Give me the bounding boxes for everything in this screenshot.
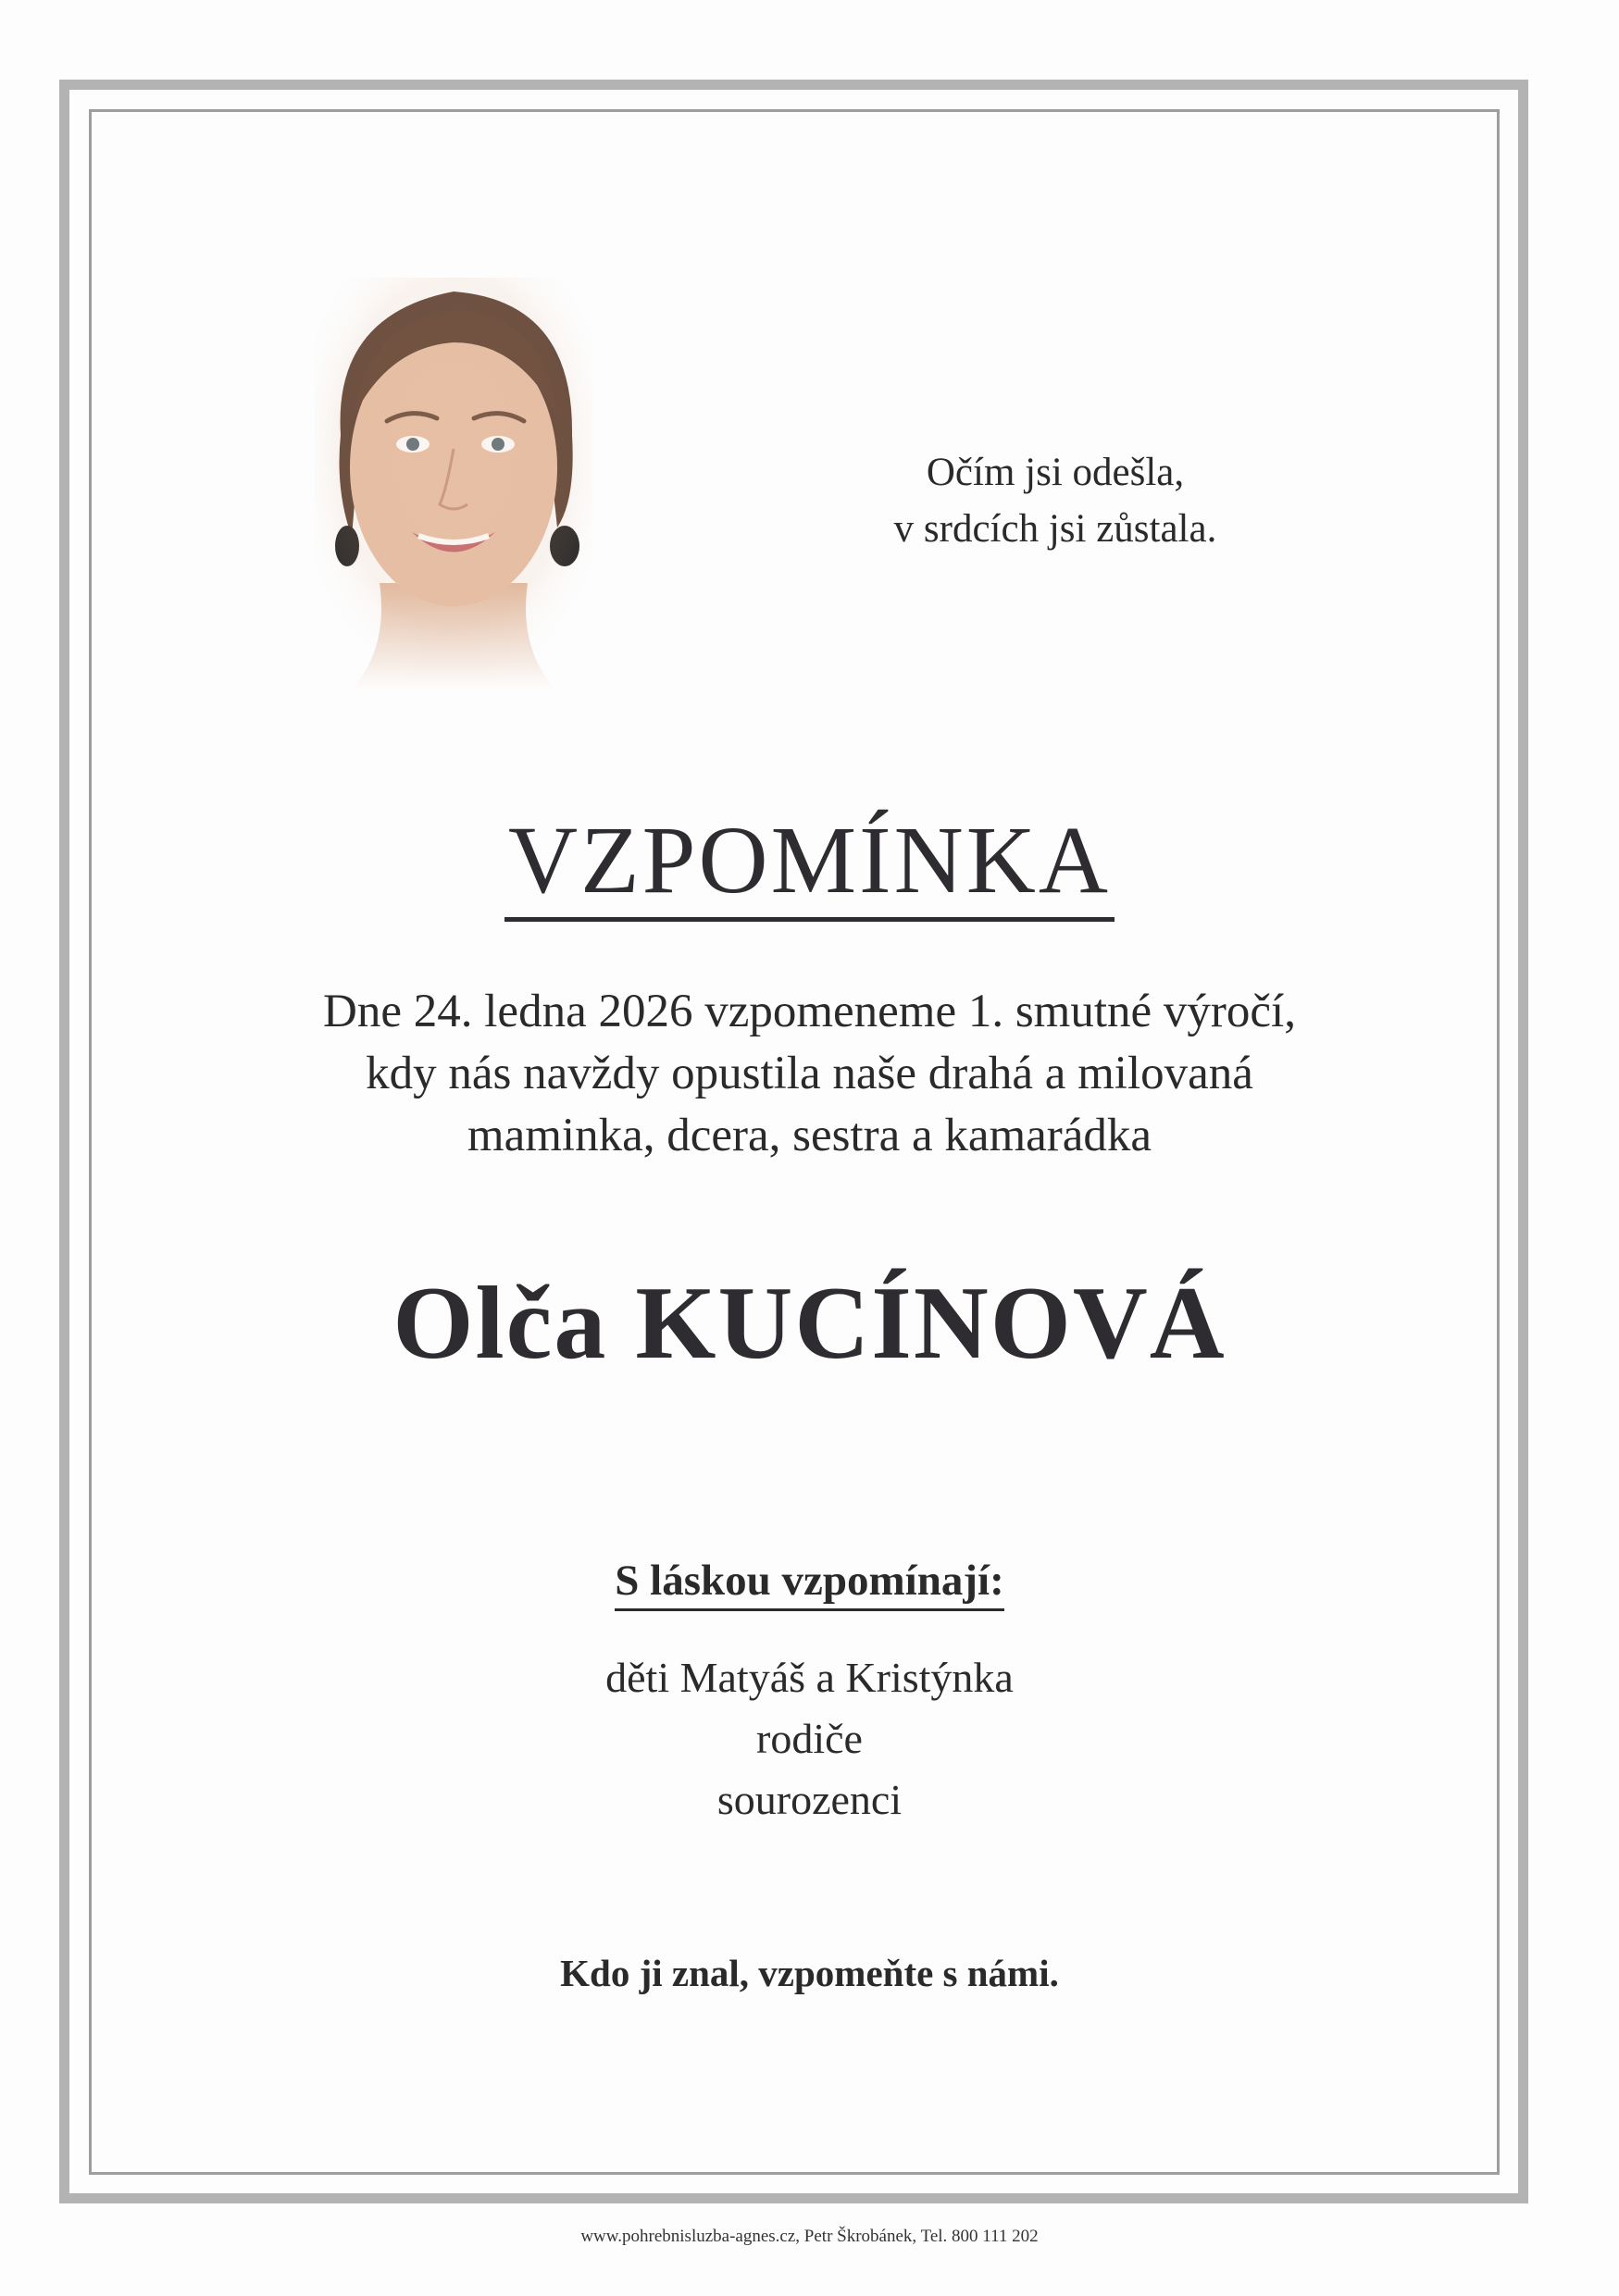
mourners-list — [0, 1647, 1619, 1831]
motto — [815, 444, 1296, 557]
deceased-name: Olča KUCÍNOVÁ — [392, 1266, 1227, 1381]
intro-line-3: maminka, dcera, sestra a kamarádka — [467, 1110, 1152, 1161]
footer-credit: www.pohrebnisluzba-agnes.cz, Petr Škrobánek, Tel. 800 111 202 — [580, 2227, 1039, 2246]
intro-line-2: kdy nás navždy opustila naše drahá a milovaná — [366, 1048, 1253, 1099]
mourners-heading — [0, 1555, 1619, 1611]
mourner-item: děti Matyáš a Kristýnka — [605, 1654, 1014, 1701]
motto-line-1: Očím jsi odešla, — [926, 451, 1185, 494]
portrait-photo — [315, 278, 592, 689]
motto-line-2: v srdcích jsi zůstala. — [893, 507, 1217, 551]
intro-text — [167, 981, 1452, 1167]
mourner-item: rodiče — [756, 1715, 863, 1762]
mourner-item: sourozenci — [716, 1776, 903, 1823]
mourners-title: S láskou vzpomínají: — [615, 1555, 1003, 1611]
heading-title: VZPOMÍNKA — [504, 810, 1115, 922]
intro-line-1: Dne 24. ledna 2026 vzpomeneme 1. smutné výročí, — [323, 986, 1296, 1037]
closing-line: Kdo ji znal, vzpomeňte s námi. — [560, 1952, 1059, 1994]
heading — [0, 807, 1619, 922]
